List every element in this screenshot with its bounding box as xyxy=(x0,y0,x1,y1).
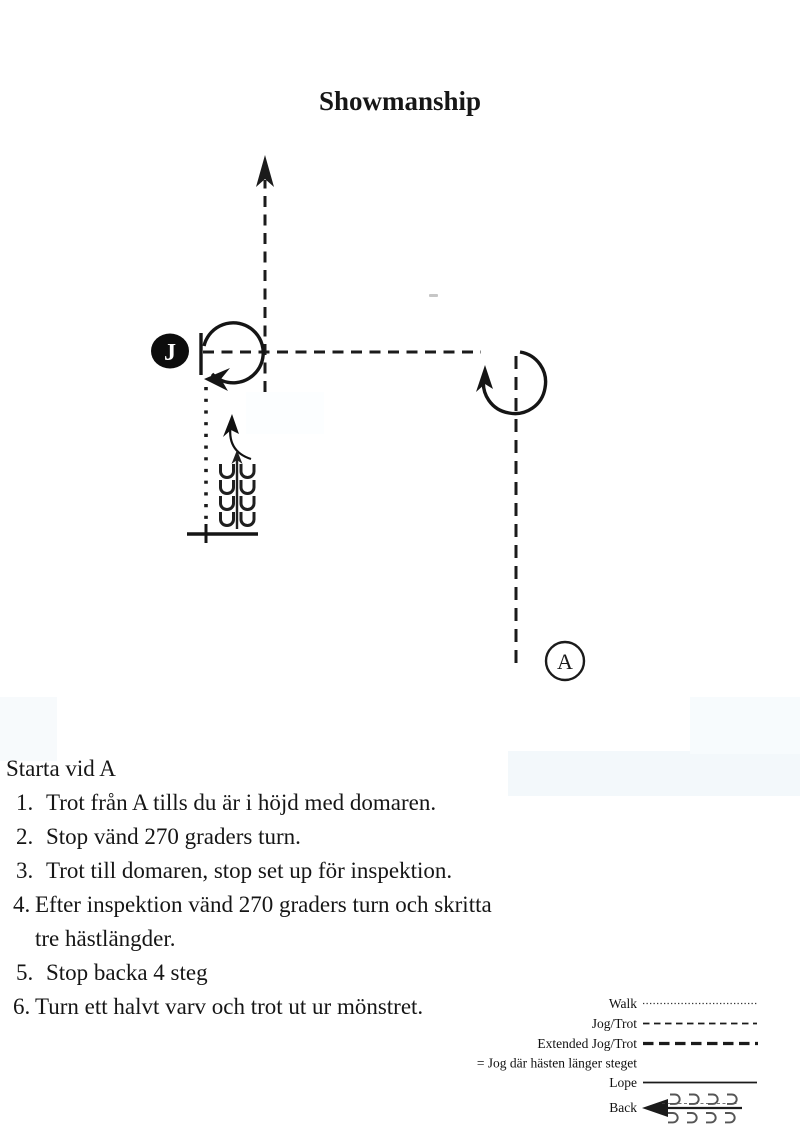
legend-label-jog-trot: Jog/Trot xyxy=(591,1016,637,1031)
hoofprint xyxy=(241,464,254,478)
hoofprints-right-column xyxy=(241,464,254,526)
instruction-number: 3. xyxy=(16,858,34,883)
instruction-number: 6. xyxy=(13,994,31,1019)
instruction-text: Trot från A tills du är i höjd med domaren. xyxy=(46,790,437,815)
instruction-number: 2. xyxy=(16,824,34,849)
turn-270-judge xyxy=(204,323,263,391)
start-marker xyxy=(546,642,584,680)
legend-hoofprints-upper xyxy=(670,1095,737,1104)
instruction-text-line: Efter inspektion vänd 270 graders turn och skritta xyxy=(35,892,492,917)
judge-marker xyxy=(151,334,189,369)
instruction-number: 5. xyxy=(16,960,34,985)
hoofprint xyxy=(221,480,234,494)
instruction-item xyxy=(4,990,616,1024)
scan-artifact-dash xyxy=(429,294,438,297)
instruction-number: 1. xyxy=(16,790,34,815)
scan-artifacts xyxy=(0,294,800,796)
legend-label-walk: Walk xyxy=(608,996,637,1011)
legend-label-lope: Lope xyxy=(609,1075,637,1090)
legend-label-back: Back xyxy=(609,1100,637,1115)
instruction-text: Stop vänd 270 graders turn. xyxy=(46,824,301,849)
hoofprint xyxy=(241,512,254,526)
legend-note-extended: = Jog där hästen länger steget xyxy=(476,1055,637,1071)
highlight-artifact xyxy=(690,697,800,754)
turn-arrowhead-judge xyxy=(204,368,230,391)
hoofprint xyxy=(221,496,234,510)
instructions xyxy=(4,752,616,1024)
hoofprint xyxy=(221,464,234,478)
highlight-artifact xyxy=(246,392,324,434)
hoofprints-left-column xyxy=(221,464,234,526)
page-title: Showmanship xyxy=(318,86,482,116)
legend-back-symbol xyxy=(642,1095,742,1123)
hoofprint xyxy=(706,1113,716,1122)
hoofprint xyxy=(727,1095,737,1104)
hoofprint xyxy=(687,1113,697,1122)
back-track xyxy=(221,450,255,529)
judge-marker-letter: J xyxy=(164,340,176,366)
instruction-text: Stop backa 4 steg xyxy=(46,960,208,985)
instruction-text-line: tre hästlängder. xyxy=(35,926,176,951)
hoofprint xyxy=(689,1095,699,1104)
hoofprint xyxy=(241,480,254,494)
instruction-text xyxy=(35,888,616,956)
legend-hoofprints-lower xyxy=(668,1113,735,1122)
trot-exit-path xyxy=(256,155,274,392)
hoofprint xyxy=(725,1113,735,1122)
turn-270-start xyxy=(476,352,546,414)
instruction-item xyxy=(4,854,616,888)
hoofprint xyxy=(241,496,254,510)
instruction-item xyxy=(4,820,616,854)
instruction-text: Turn ett halvt varv och trot ut ur mönstret. xyxy=(35,994,424,1019)
instruction-item xyxy=(4,786,616,820)
instructions-intro: Starta vid A xyxy=(6,756,116,781)
legend-label-extended-jog-trot: Extended Jog/Trot xyxy=(537,1036,637,1051)
instruction-item xyxy=(4,956,616,990)
instruction-number: 4. xyxy=(13,892,31,917)
start-marker-letter: A xyxy=(557,649,573,674)
instruction-text: Trot till domaren, stop set up för inspektion. xyxy=(46,858,453,883)
hoofprint xyxy=(708,1095,718,1104)
instruction-item xyxy=(4,888,616,956)
hoofprint xyxy=(221,512,234,526)
hoofprint xyxy=(670,1095,680,1104)
hoofprint xyxy=(668,1113,678,1122)
